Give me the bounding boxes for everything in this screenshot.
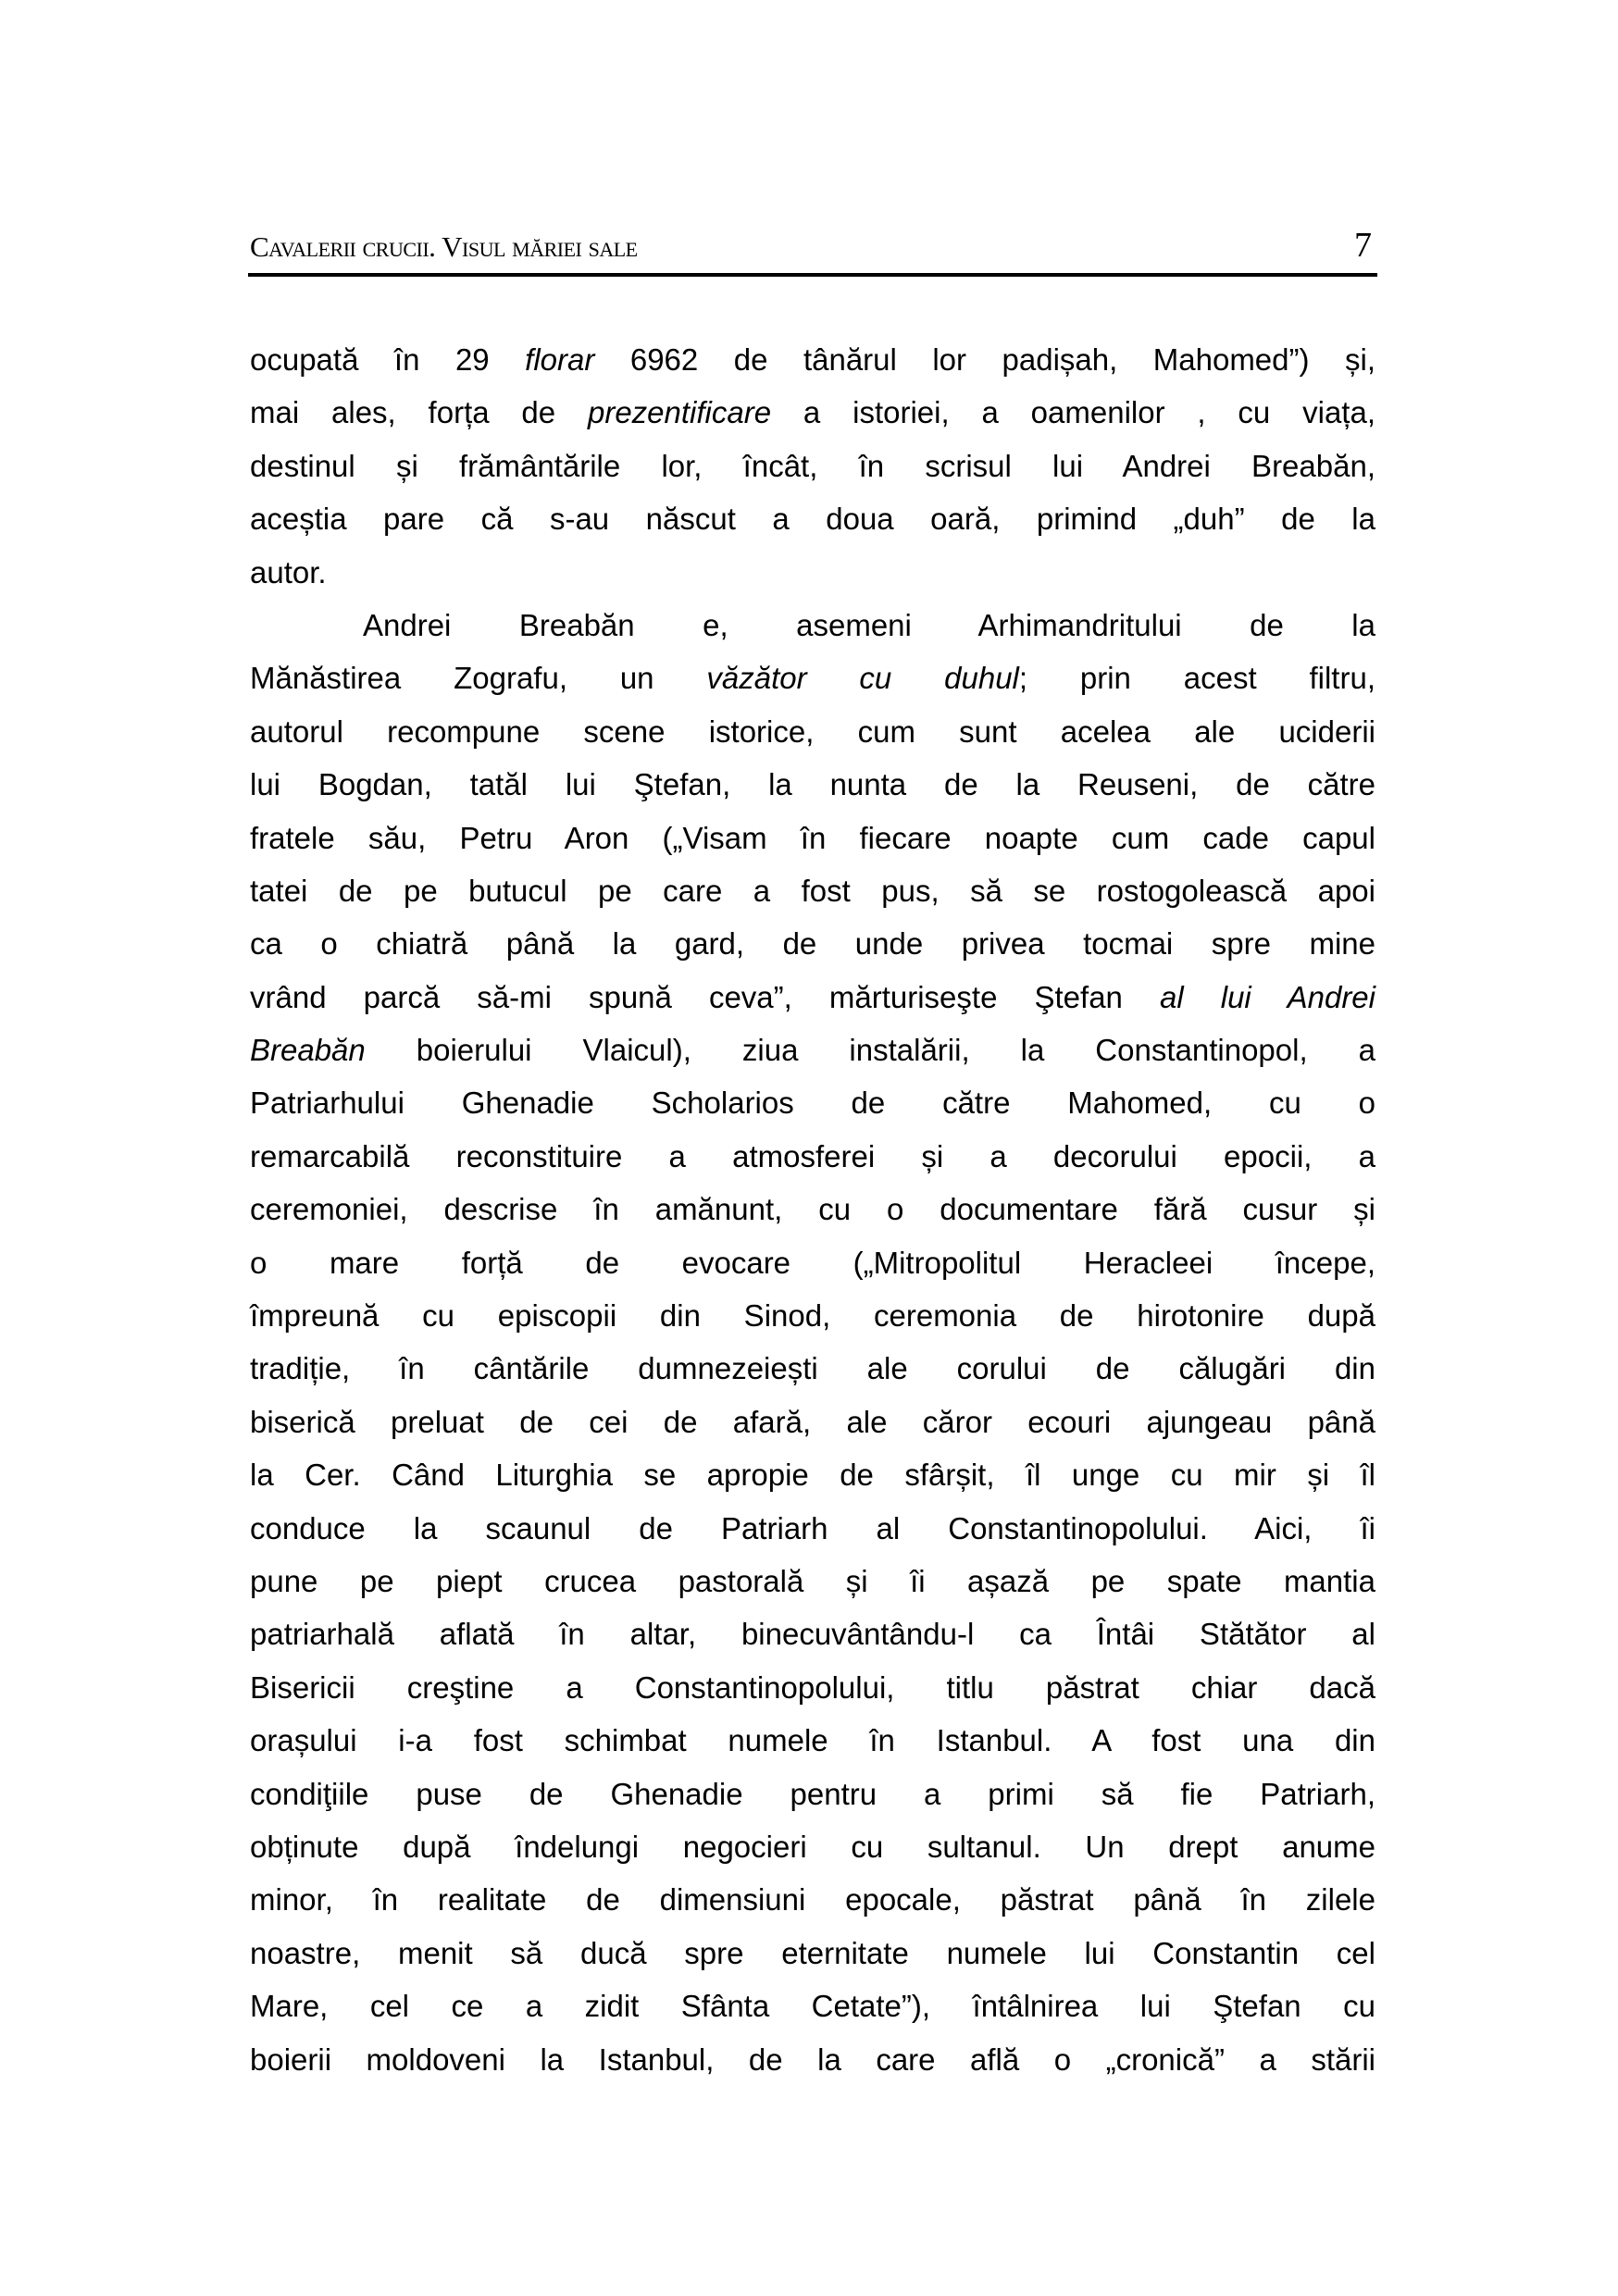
- text-line: [250, 386, 1375, 439]
- text-segment: pune pe piept crucea pastorală și îi așază pe spate mantia: [250, 1563, 1375, 1598]
- text-line: [250, 705, 1375, 758]
- text-line: [250, 758, 1375, 811]
- text-line: [250, 864, 1375, 917]
- running-title: Cavalerii crucii. Visul măriei sale: [250, 230, 638, 263]
- text-line: [250, 1396, 1375, 1448]
- italic-text-segment: văzător cu duhul: [706, 661, 1019, 696]
- text-segment: ; prin acest filtru,: [1018, 661, 1375, 696]
- text-line: [250, 1342, 1375, 1395]
- text-segment: biserică preluat de cei de afară, ale căror ecouri ajungeau până: [250, 1404, 1375, 1439]
- text-line: [250, 1024, 1375, 1076]
- text-segment: vrând parcă să-mi spună ceva”, mărturiseşte Ştefan: [250, 979, 1160, 1014]
- text-segment: tatei de pe butucul pe care a fost pus, să se rostogolească apoi: [250, 873, 1375, 908]
- text-segment: Andrei Breabăn e, asemeni Arhimandritului de la: [363, 607, 1375, 642]
- text-segment: 6962 de tânărul lor padișah, Mahomed”) și,: [594, 342, 1375, 377]
- text-line: [250, 1873, 1375, 1926]
- text-line: [250, 1768, 1375, 1820]
- page-number: 7: [1354, 226, 1372, 265]
- text-line: [250, 1820, 1375, 1873]
- text-segment: aceștia pare că s-au născut a doua oară, primind „duh” de la: [250, 502, 1375, 537]
- text-line: [250, 1130, 1375, 1183]
- italic-text-segment: Breabăn: [250, 1033, 366, 1068]
- text-line: [250, 1289, 1375, 1342]
- text-line: [250, 492, 1375, 545]
- text-segment: autorul recompune scene istorice, cum sunt acelea ale uciderii: [250, 714, 1375, 749]
- text-segment: obținute după îndelungi negocieri cu sultanul. Un drept anume: [250, 1829, 1375, 1864]
- text-segment: autor.: [250, 554, 327, 590]
- text-line: [250, 1236, 1375, 1289]
- text-segment: ca o chiatră până la gard, de unde privea tocmai spre mine: [250, 926, 1375, 962]
- text-segment: a istoriei, a oamenilor , cu viața,: [771, 395, 1376, 430]
- text-line: [250, 1661, 1375, 1714]
- text-line: [250, 1927, 1375, 1980]
- text-segment: lui Bogdan, tatăl lui Ştefan, la nunta de la Reuseni, de către: [250, 767, 1375, 802]
- text-segment: noastre, menit să ducă spre eternitate numele lui Constantin cel: [250, 1935, 1375, 1970]
- text-segment: Mănăstirea Zografu, un: [250, 661, 707, 696]
- text-segment: la Cer. Când Liturghia se apropie de sfârșit, îl unge cu mir și îl: [250, 1458, 1375, 1493]
- text-segment: remarcabilă reconstituire a atmosferei și a decorului epocii, a: [250, 1138, 1375, 1173]
- text-segment: condiţiile puse de Ghenadie pentru a primi să fie Patriarh,: [250, 1776, 1375, 1811]
- text-line: [250, 2033, 1375, 2086]
- text-line: [250, 1076, 1375, 1129]
- text-line: [250, 1448, 1375, 1501]
- text-segment: conduce la scaunul de Patriarh al Constantinopolului. Aici, îi: [250, 1510, 1375, 1545]
- body-text: [250, 333, 1375, 2086]
- text-line: [250, 333, 1375, 386]
- text-line: [250, 1183, 1375, 1235]
- text-segment: boierii moldoveni la Istanbul, de la care află o „cronică” a stării: [250, 2042, 1375, 2077]
- text-line: [250, 1714, 1375, 1767]
- text-segment: patriarhală aflată în altar, binecuvântându-l ca Întâi Stătător al: [250, 1617, 1375, 1652]
- text-segment: ceremoniei, descrise în amănunt, cu o documentare fără cusur și: [250, 1192, 1375, 1227]
- text-line: [250, 1980, 1375, 2032]
- header-rule: [248, 273, 1377, 277]
- text-segment: Bisericii creştine a Constantinopolului, titlu păstrat chiar dacă: [250, 1669, 1375, 1705]
- text-segment: împreună cu episcopii din Sinod, ceremonia de hirotonire după: [250, 1298, 1375, 1334]
- running-header: [248, 225, 1377, 271]
- text-line: [250, 1502, 1375, 1555]
- text-segment: o mare forță de evocare („Mitropolitul Heracleei începe,: [250, 1245, 1375, 1280]
- italic-text-segment: florar: [525, 342, 595, 377]
- text-segment: tradiție, în cântările dumnezeiești ale corului de călugări din: [250, 1351, 1375, 1386]
- text-line: [250, 440, 1375, 492]
- text-segment: orașului i-a fost schimbat numele în Istanbul. A fost una din: [250, 1723, 1375, 1758]
- text-line: [250, 971, 1375, 1024]
- text-segment: ocupată în 29: [250, 342, 526, 377]
- text-line: [250, 1607, 1375, 1660]
- text-segment: fratele său, Petru Aron („Visam în fiecare noapte cum cade capul: [250, 820, 1375, 855]
- text-line: [250, 546, 1375, 599]
- text-segment: destinul și frământările lor, încât, în scrisul lui Andrei Breabăn,: [250, 448, 1375, 483]
- text-segment: boierului Vlaicul), ziua instalării, la Constantinopol, a: [365, 1033, 1375, 1068]
- text-segment: Patriarhului Ghenadie Scholarios de către Mahomed, cu o: [250, 1086, 1375, 1121]
- text-segment: minor, în realitate de dimensiuni epocale, păstrat până în zilele: [250, 1882, 1375, 1917]
- text-line: [250, 652, 1375, 704]
- text-segment: mai ales, forța de: [250, 395, 588, 430]
- italic-text-segment: al lui Andrei: [1159, 979, 1375, 1014]
- text-segment: Mare, cel ce a zidit Sfânta Cetate”), întâlnirea lui Ştefan cu: [250, 1989, 1375, 2024]
- italic-text-segment: prezentificare: [587, 395, 772, 430]
- text-line: [250, 1555, 1375, 1607]
- text-line: [250, 599, 1375, 652]
- text-line: [250, 917, 1375, 970]
- text-line: [250, 812, 1375, 864]
